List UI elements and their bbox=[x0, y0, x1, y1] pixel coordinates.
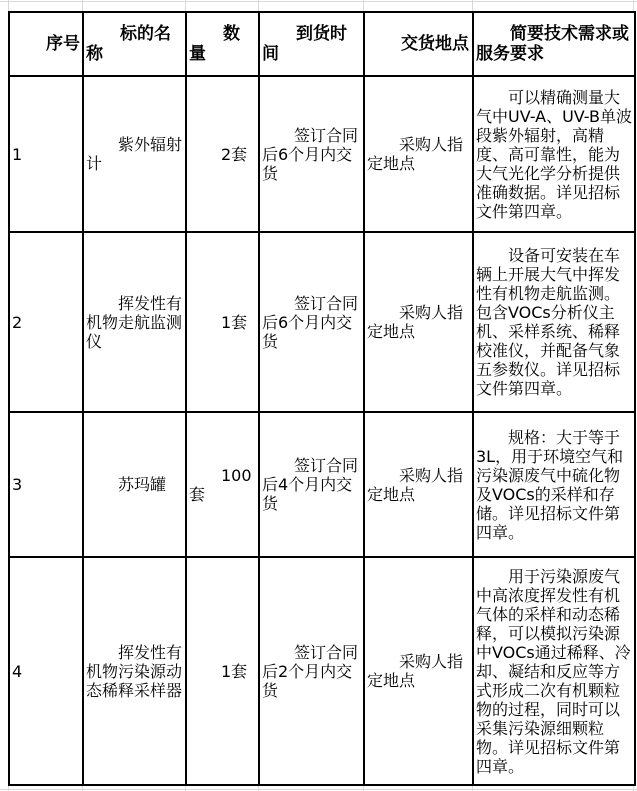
gridline-vertical bbox=[8, 0, 9, 11]
item-name: 挥发性有机物走航监测仪 bbox=[86, 293, 183, 351]
delivery-place: 采购人指定地点 bbox=[367, 652, 464, 690]
item-quantity: 100套 bbox=[189, 465, 252, 504]
col-header-delivery-time bbox=[259, 12, 364, 76]
item-quantity: 1套 bbox=[221, 661, 248, 681]
col-header-quantity bbox=[186, 12, 259, 76]
col-header-time-label: 到货时间 bbox=[262, 24, 347, 64]
item-quantity: 1套 bbox=[221, 312, 248, 332]
item-quantity: 2套 bbox=[221, 144, 248, 164]
table-row bbox=[9, 76, 635, 232]
item-requirements: 用于污染源废气中高浓度挥发性有机气体的采样和动态稀释，可以模拟污染源中VOCs通过稀释、冷却、凝结和反应等方式形成二次有机颗粒物的过程，同时可以采集污染源细颗粒物。详见招标文件第四章。 bbox=[476, 566, 631, 776]
cell-delivery-time bbox=[259, 232, 364, 412]
cell-name bbox=[83, 232, 186, 412]
seq-number: 1 bbox=[12, 144, 23, 164]
item-requirements: 可以精确测量大气中UV-A、UV-B单波段紫外辐射，高精度、高可靠性，能为大气光化学分析提供准确数据。详见招标文件第四章。 bbox=[476, 87, 632, 221]
delivery-time: 签订合同后2个月内交货 bbox=[262, 642, 359, 700]
gridline-vertical bbox=[363, 0, 364, 11]
table-row bbox=[9, 557, 635, 785]
cell-requirements bbox=[473, 412, 635, 557]
col-header-place-label: 交货地点 bbox=[401, 34, 469, 54]
table-row bbox=[9, 232, 635, 412]
cell-delivery-place bbox=[364, 76, 473, 232]
cell-requirements bbox=[473, 557, 635, 785]
gridline-vertical bbox=[258, 0, 259, 11]
cell-quantity bbox=[186, 557, 259, 785]
cell-delivery-place bbox=[364, 232, 473, 412]
gridline-vertical bbox=[472, 0, 473, 11]
delivery-time: 签订合同后6个月内交货 bbox=[262, 125, 359, 183]
delivery-time: 签订合同后4个月内交货 bbox=[262, 456, 359, 513]
gridline-horizontal-bottom bbox=[0, 789, 637, 790]
cell-requirements bbox=[473, 232, 635, 412]
seq-number: 3 bbox=[12, 475, 23, 494]
delivery-time: 签订合同后6个月内交货 bbox=[262, 293, 359, 351]
seq-number: 2 bbox=[12, 312, 23, 332]
col-header-delivery-place bbox=[364, 12, 473, 76]
cell-requirements bbox=[473, 76, 635, 232]
cell-seq bbox=[9, 76, 83, 232]
seq-number: 4 bbox=[12, 661, 23, 681]
delivery-place: 采购人指定地点 bbox=[367, 465, 464, 504]
gridline-vertical bbox=[82, 0, 83, 11]
cell-seq bbox=[9, 412, 83, 557]
col-header-req-label: 简要技术需求或服务要求 bbox=[476, 24, 629, 64]
col-header-seq-label: 序号 bbox=[46, 34, 80, 54]
item-name: 苏玛罐 bbox=[118, 475, 167, 494]
cell-delivery-time bbox=[259, 76, 364, 232]
item-name: 挥发性有机物污染源动态稀释采样器 bbox=[86, 642, 183, 700]
cell-name bbox=[83, 76, 186, 232]
gridline-vertical bbox=[633, 0, 634, 11]
gridline-vertical bbox=[185, 0, 186, 11]
delivery-place: 采购人指定地点 bbox=[367, 135, 464, 173]
col-header-seq bbox=[9, 12, 83, 76]
col-header-name bbox=[83, 12, 186, 76]
table-header-row bbox=[9, 12, 635, 76]
item-requirements: 规格：大于等于3L，用于环境空气和污染源废气中硫化物及VOCs的采样和存储。详见招标文件第四章。 bbox=[476, 427, 624, 542]
cell-quantity bbox=[186, 412, 259, 557]
col-header-qty-label: 数量 bbox=[189, 24, 240, 64]
table-row bbox=[9, 412, 635, 557]
cell-delivery-time bbox=[259, 557, 364, 785]
procurement-items-table bbox=[8, 11, 636, 786]
item-name: 紫外辐射计 bbox=[86, 135, 183, 173]
cell-delivery-place bbox=[364, 557, 473, 785]
col-header-requirements bbox=[473, 12, 635, 76]
cell-seq bbox=[9, 232, 83, 412]
cell-quantity bbox=[186, 76, 259, 232]
cell-seq bbox=[9, 557, 83, 785]
col-header-name-label: 标的名称 bbox=[86, 24, 171, 64]
gridline-horizontal-top bbox=[0, 1, 637, 2]
item-requirements: 设备可安装在车辆上开展大气中挥发性有机物走航监测。包含VOCs分析仪主机、采样系统、稀释校准仪，并配备气象五参数仪。详见招标文件第四章。 bbox=[476, 246, 621, 398]
cell-name bbox=[83, 412, 186, 557]
cell-quantity bbox=[186, 232, 259, 412]
delivery-place: 采购人指定地点 bbox=[367, 303, 464, 341]
cell-name bbox=[83, 557, 186, 785]
cell-delivery-place bbox=[364, 412, 473, 557]
cell-delivery-time bbox=[259, 412, 364, 557]
